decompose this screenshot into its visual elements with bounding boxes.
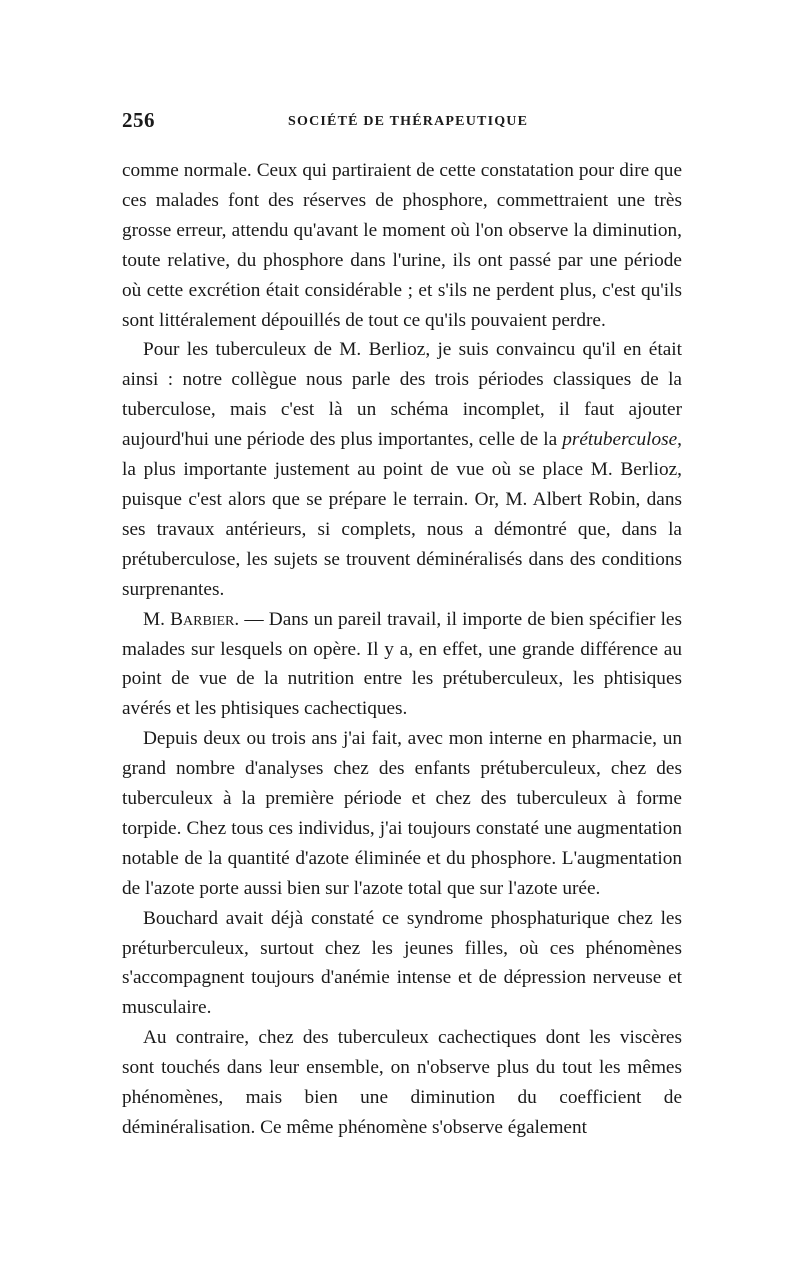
paragraph-cachectiques <box>122 1023 682 1143</box>
paragraph-text: Depuis deux ou trois ans j'ai fait, avec mon interne en pharmacie, un grand nombre d'analyses chez des enfants prétuberculeux, chez des tuberculeux à la première période et chez des tuberculeux à forme torpide. Chez tous ces individus, j'ai toujours constaté une augmentation notable de la quantité d'azote éliminée et du phosphore. L'augmentation de l'azote porte aussi bien sur l'azote total que sur l'azote urée. <box>122 728 682 899</box>
paragraph-pretuberculose <box>122 335 682 604</box>
paragraph-text: Bouchard avait déjà constaté ce syndrome phosphaturique chez les préturberculeux, surtout chez les jeunes filles, où ces phénomènes s'accompagnent toujours d'anémie intense et de dépression nerveuse et musculaire. <box>122 907 682 1019</box>
paragraph-barbier <box>122 605 682 725</box>
paragraph-text-before: Pour les tuberculeux de M. Berlioz, je suis convaincu qu'il en était ainsi : notre collègue nous parle des trois périodes classiques de la tuberculose, mais c'est là un schéma incomplet, il faut ajouter aujourd'hui une période des plus importantes, celle de la <box>122 339 682 451</box>
paragraph-text: comme normale. Ceux qui partiraient de cette constatation pour dire que ces malades font des réserves de phosphore, commettraient une très grosse erreur, attendu qu'avant le moment où l'on observe la diminution, toute relative, du phosphore dans l'urine, ils ont passé par une période où cette excrétion était considérable ; et s'ils ne perdent plus, c'est qu'ils sont littéralement dépouillés de tout ce qu'ils pouvaient perdre. <box>122 160 682 331</box>
paragraph-text: — Dans un pareil travail, il importe de bien spécifier les malades sur lesquels on opère. Il y a, en effet, une grande différence au point de vue de la nutrition entre les prétuberculeux, les phtisiques avérés et les phtisiques cachectiques. <box>122 608 682 720</box>
paragraph-bouchard <box>122 904 682 1024</box>
emphasized-term: prétuberculose <box>562 429 678 451</box>
paragraph-text: Au contraire, chez des tuberculeux cachectiques dont les viscères sont touchés dans leur ensemble, on n'observe plus du tout les mêmes phénomènes, mais bien une diminution du coefficient de déminéralisation. Ce même phénomène s'observe également <box>122 1027 682 1138</box>
paragraph-analyses <box>122 724 682 903</box>
body-text <box>122 156 682 1143</box>
paragraph-text-after: , la plus importante justement au point de vue où se place M. Berlioz, puisque c'est alors que se prépare le terrain. Or, M. Albert Robin, dans ses travaux antérieurs, si complets, nous a démontré que, dans la prétuberculose, les sujets se trouvent déminéralisés dans des conditions surprenantes. <box>122 429 682 600</box>
page-number: 256 <box>122 108 155 132</box>
speaker-prefix: M. <box>143 608 171 630</box>
book-page <box>122 108 682 1143</box>
paragraph-continuation <box>122 156 682 335</box>
speaker-name: Barbier. <box>170 608 240 630</box>
running-head <box>122 108 682 138</box>
journal-title: SOCIÉTÉ DE THÉRAPEUTIQUE <box>288 114 529 129</box>
